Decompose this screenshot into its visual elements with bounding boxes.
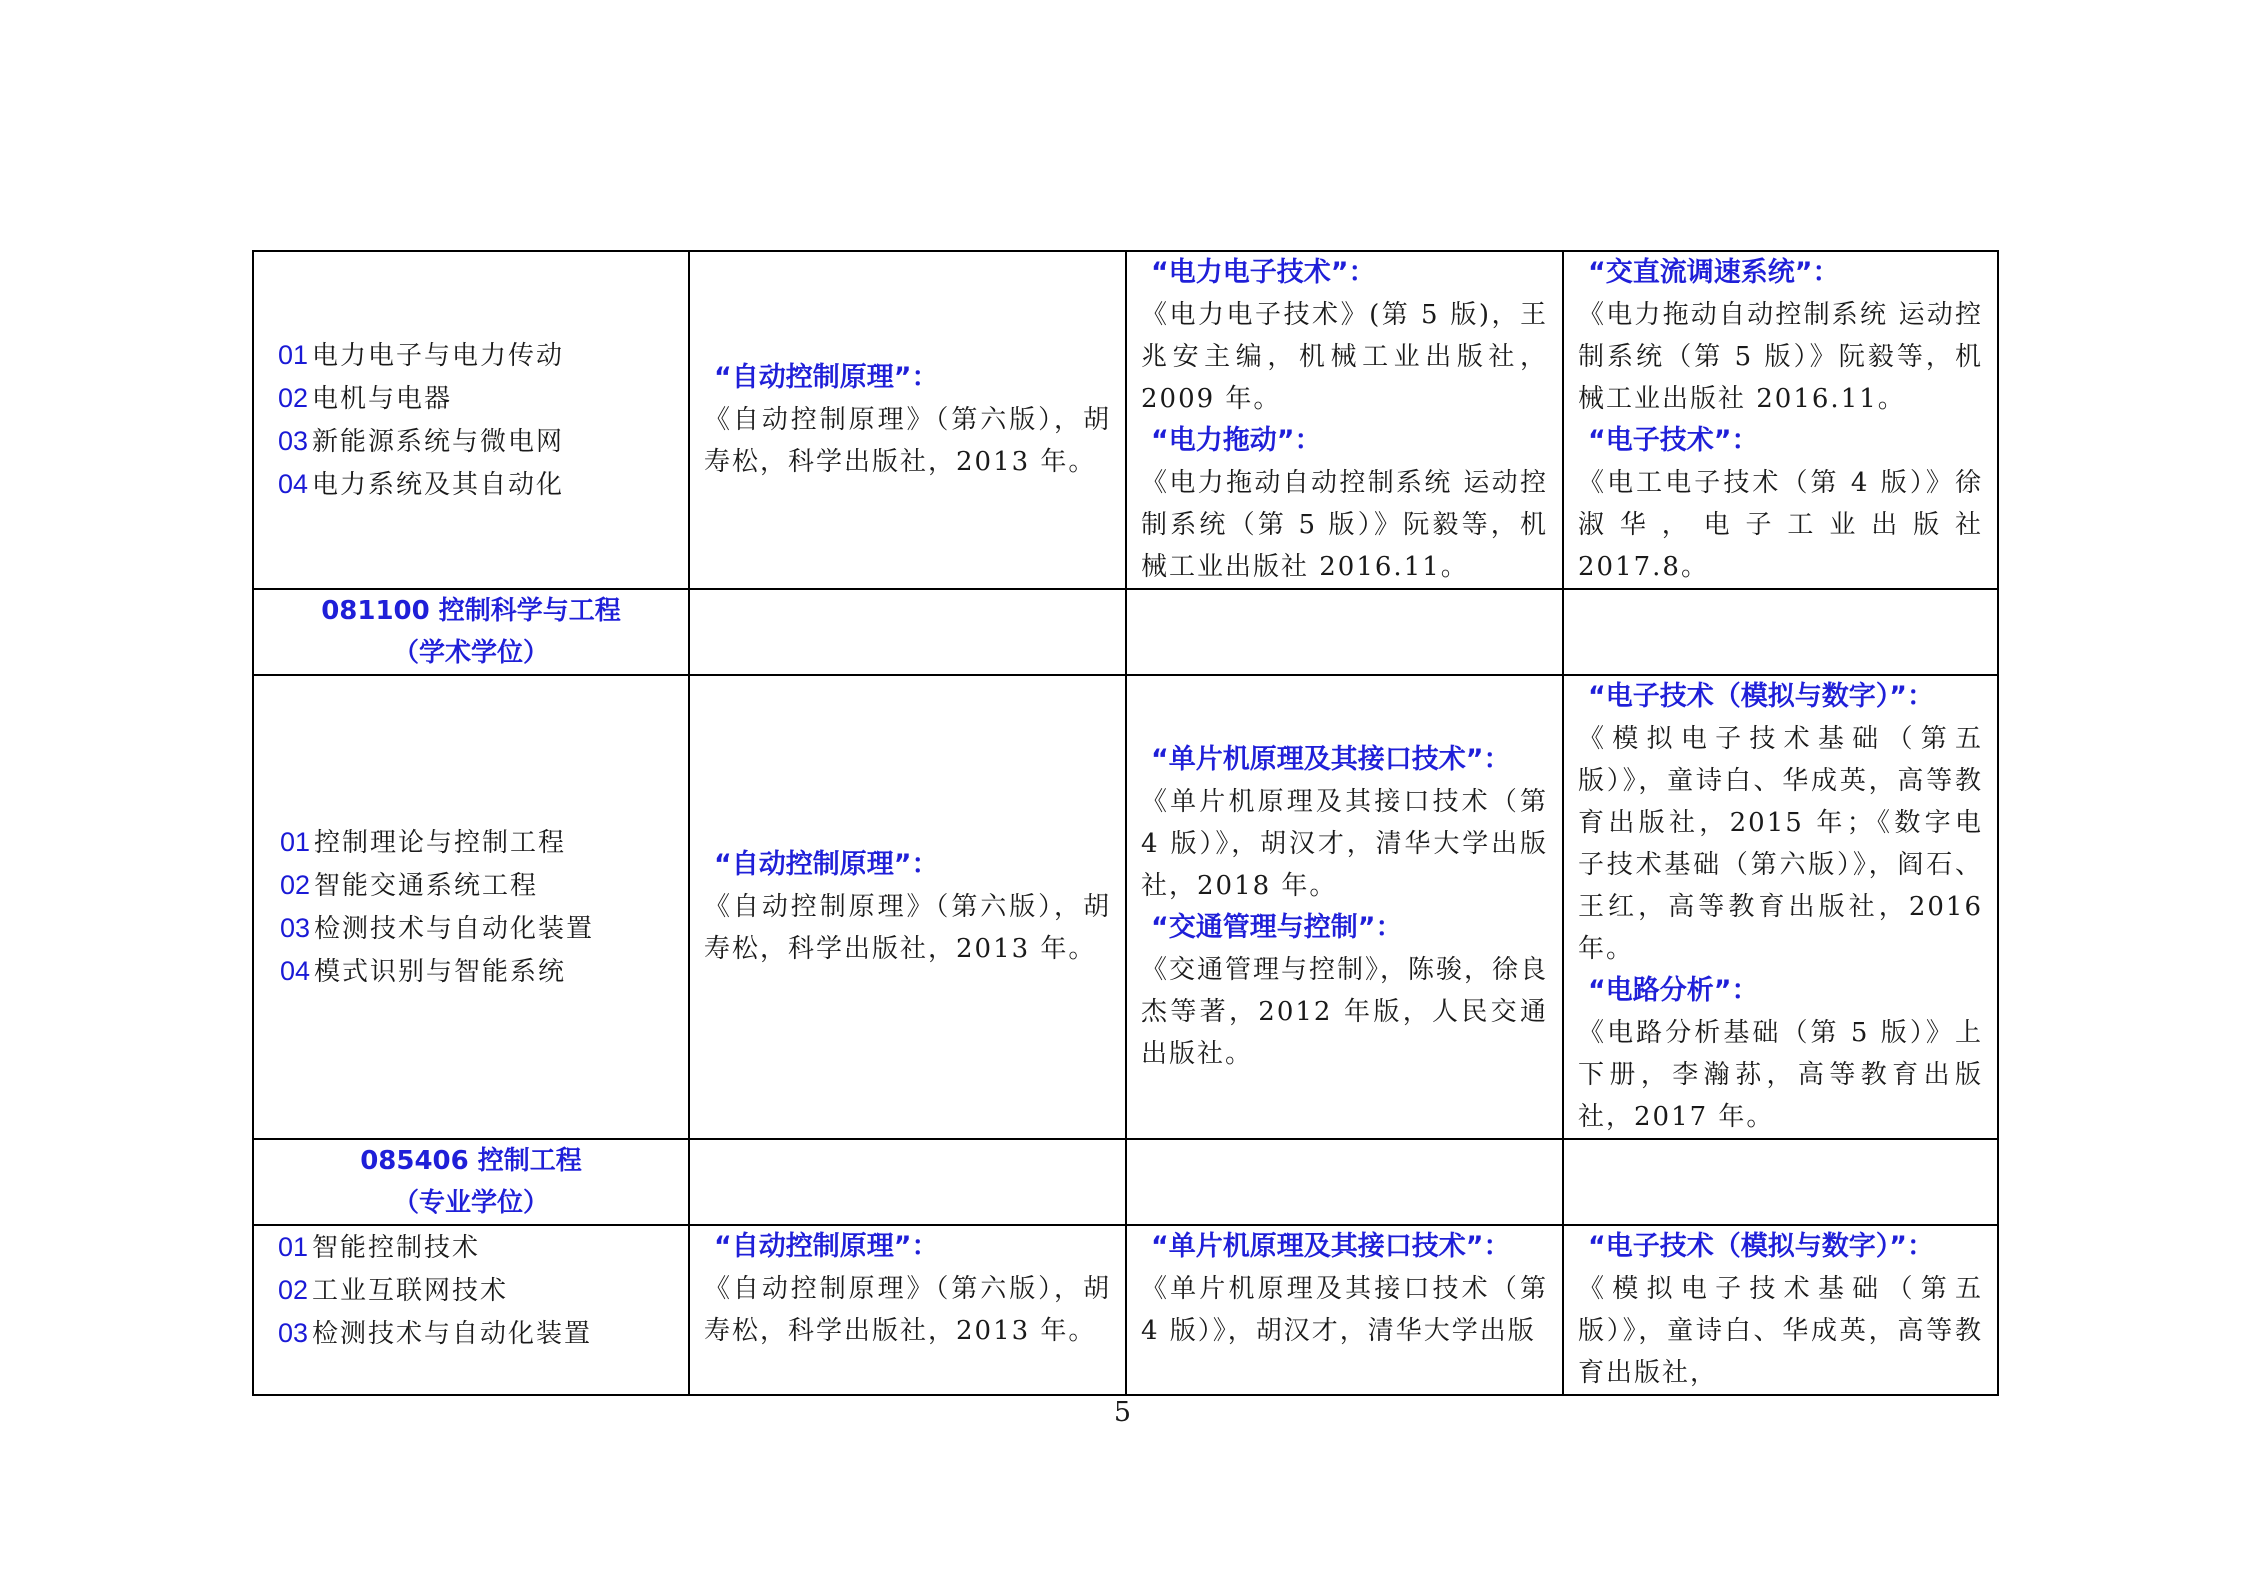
direction-item: 01 电力电子与电力传动 bbox=[278, 340, 565, 371]
subject-title: “电力电子技术”： bbox=[1151, 257, 1376, 288]
reference-text: 《电路分析基础（第 5 版）》上下册，李瀚荪，高等教育出版社，2017 年。 bbox=[1578, 1018, 1983, 1132]
reference-text: 《交通管理与控制》，陈骏，徐良杰等著，2012 年版，人民交通出版社。 bbox=[1141, 955, 1549, 1069]
exam-subject-cell bbox=[1126, 675, 1563, 1139]
subject-title: “交直流调速系统”： bbox=[1588, 257, 1840, 288]
major-code-name: 081100 控制科学与工程 bbox=[321, 596, 621, 626]
table-row bbox=[253, 251, 1998, 589]
direction-item: 02 工业互联网技术 bbox=[278, 1275, 509, 1306]
research-directions-cell bbox=[253, 1225, 689, 1395]
reference-text: 《电力拖动自动控制系统 运动控制系统（第 5 版）》阮毅等，机械工业出版社 2016.11。 bbox=[1578, 300, 1983, 414]
reference-text: 《模拟电子技术基础（第五版）》，童诗白、华成英，高等教育出版社，2015 年；《数字电子技术基础（第六版）》，阎石、王红，高等教育出版社，2016 年。 bbox=[1578, 724, 1983, 964]
degree-type: （学术学位） bbox=[392, 638, 549, 668]
exam-subject-cell bbox=[689, 251, 1126, 589]
subject-title: “自动控制原理”： bbox=[714, 849, 939, 880]
table-row bbox=[253, 675, 1998, 1139]
syllabus-table bbox=[252, 250, 1999, 1396]
table-row bbox=[253, 1225, 1998, 1395]
reference-text: 《模拟电子技术基础（第五版）》，童诗白、华成英，高等教育出版社， bbox=[1578, 1274, 1983, 1388]
reference-text: 《电力电子技术》(第 5 版)，王兆安主编，机械工业出版社，2009 年。 bbox=[1141, 300, 1548, 414]
major-code-name: 085406 控制工程 bbox=[360, 1146, 582, 1176]
exam-subject-cell bbox=[1126, 1225, 1563, 1395]
reference-text: 《自动控制原理》（第六版），胡寿松，科学出版社，2013 年。 bbox=[704, 1274, 1111, 1346]
direction-item: 03 检测技术与自动化装置 bbox=[278, 1318, 593, 1349]
exam-subject-cell bbox=[1563, 251, 1998, 589]
reference-text: 《自动控制原理》（第六版），胡寿松，科学出版社，2013 年。 bbox=[704, 892, 1111, 964]
direction-item: 03 检测技术与自动化装置 bbox=[280, 913, 595, 944]
major-heading-cell bbox=[253, 589, 689, 675]
subject-title: “电子技术（模拟与数字）”： bbox=[1588, 1231, 1934, 1262]
subject-title: “电力拖动”： bbox=[1151, 425, 1322, 456]
direction-item: 02 智能交通系统工程 bbox=[280, 870, 539, 901]
subject-title: “电路分析”： bbox=[1588, 975, 1759, 1006]
empty-cell bbox=[1563, 589, 1998, 675]
page-number: 5 bbox=[1113, 1397, 1132, 1428]
direction-item: 04 电力系统及其自动化 bbox=[278, 469, 565, 500]
direction-item: 02 电机与电器 bbox=[278, 383, 453, 414]
exam-subject-cell bbox=[1126, 251, 1563, 589]
reference-text: 《单片机原理及其接口技术（第 4 版）》，胡汉才，清华大学出版 bbox=[1141, 1274, 1548, 1346]
reference-text: 《自动控制原理》（第六版），胡寿松，科学出版社，2013 年。 bbox=[704, 405, 1111, 477]
exam-subject-cell bbox=[689, 675, 1126, 1139]
subject-title: “自动控制原理”： bbox=[714, 1231, 939, 1262]
direction-item: 03 新能源系统与微电网 bbox=[278, 426, 565, 457]
subject-title: “自动控制原理”： bbox=[714, 362, 939, 393]
table-row bbox=[253, 589, 1998, 675]
exam-subject-cell bbox=[1563, 675, 1998, 1139]
degree-type: （专业学位） bbox=[392, 1188, 549, 1218]
subject-title: “电子技术（模拟与数字）”： bbox=[1588, 681, 1934, 712]
research-directions-cell bbox=[253, 251, 689, 589]
empty-cell bbox=[1563, 1139, 1998, 1225]
exam-subject-cell bbox=[689, 1225, 1126, 1395]
subject-title: “电子技术”： bbox=[1588, 425, 1759, 456]
reference-text: 《电工电子技术（第 4 版）》徐淑华，电子工业出版社 2017.8。 bbox=[1578, 468, 1983, 582]
empty-cell bbox=[1126, 1139, 1563, 1225]
subject-title: “交通管理与控制”： bbox=[1151, 912, 1403, 943]
table-row bbox=[253, 1139, 1998, 1225]
research-directions-cell bbox=[253, 675, 689, 1139]
empty-cell bbox=[689, 1139, 1126, 1225]
reference-text: 《单片机原理及其接口技术（第 4 版）》，胡汉才，清华大学出版社，2018 年。 bbox=[1141, 787, 1548, 901]
empty-cell bbox=[689, 589, 1126, 675]
subject-title: “单片机原理及其接口技术”： bbox=[1151, 1231, 1511, 1262]
major-heading-cell bbox=[253, 1139, 689, 1225]
empty-cell bbox=[1126, 589, 1563, 675]
exam-subject-cell bbox=[1563, 1225, 1998, 1395]
subject-title: “单片机原理及其接口技术”： bbox=[1151, 744, 1511, 775]
reference-text: 《电力拖动自动控制系统 运动控制系统（第 5 版）》阮毅等，机械工业出版社 2016.11。 bbox=[1141, 468, 1548, 582]
direction-item: 01 智能控制技术 bbox=[278, 1232, 481, 1263]
direction-item: 01 控制理论与控制工程 bbox=[280, 827, 567, 858]
direction-item: 04 模式识别与智能系统 bbox=[280, 956, 567, 987]
